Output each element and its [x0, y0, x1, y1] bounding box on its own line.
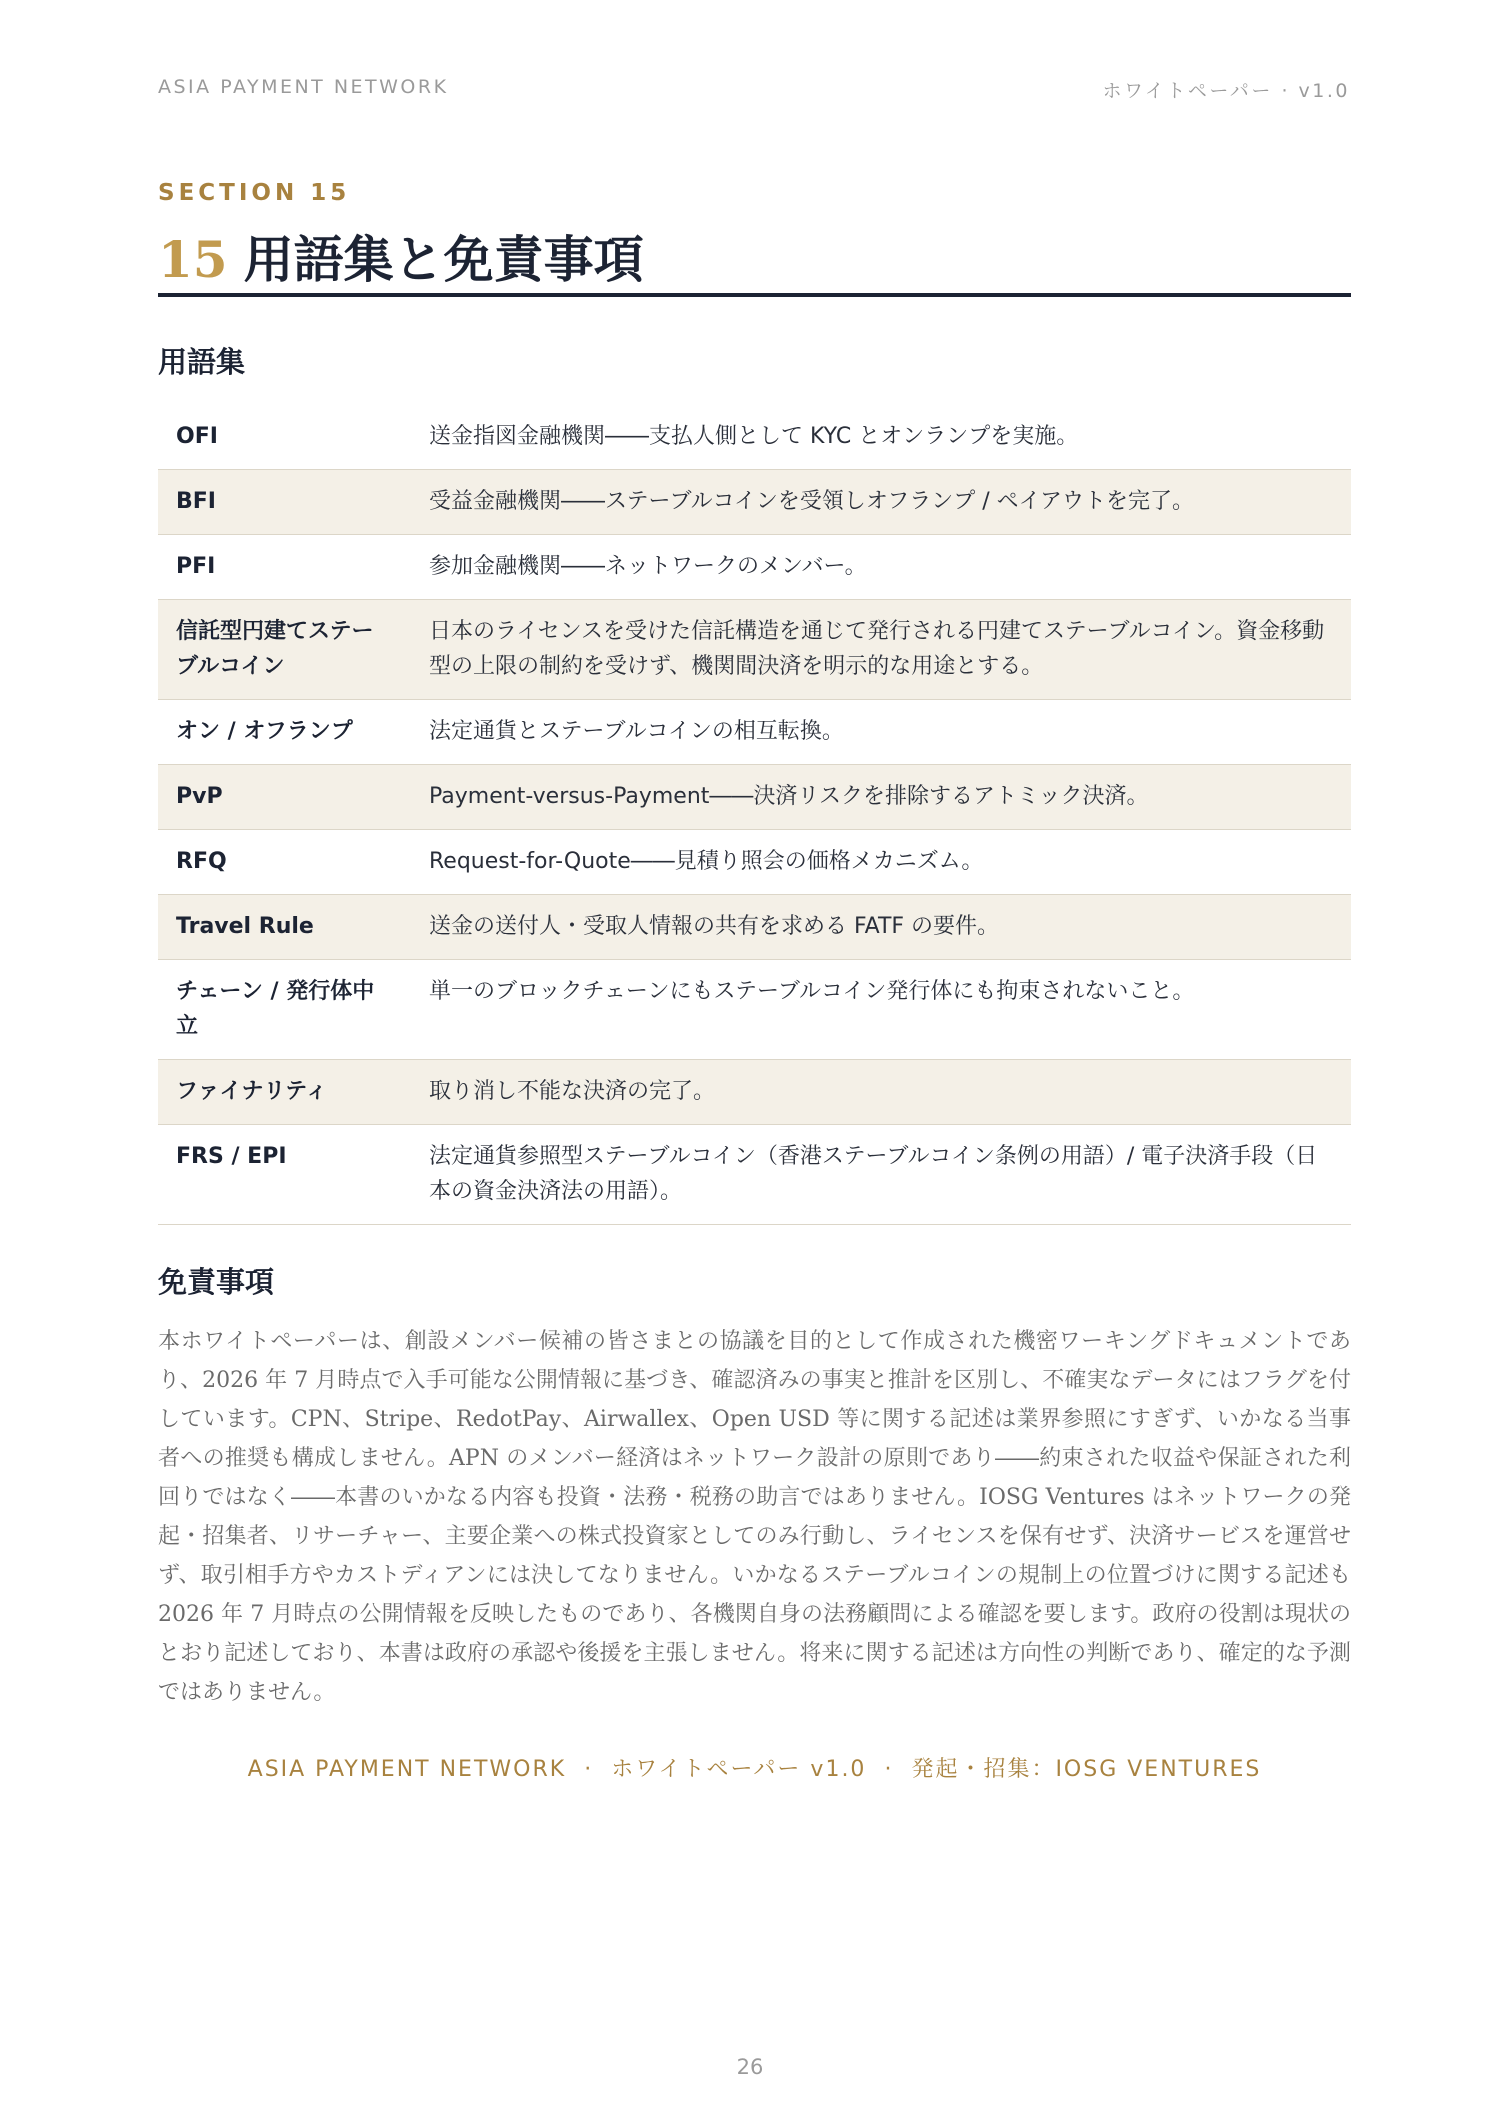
section-title-text: 用語集と免責事項	[243, 230, 644, 289]
glossary-heading: 用語集	[158, 345, 246, 379]
footer-convener: 発起・招集：IOSG VENTURES	[911, 1757, 1262, 1782]
glossary-term: オン / オフランプ	[158, 700, 404, 765]
glossary-definition: 送金の送付人・受取人情報の共有を求める FATF の要件。	[404, 895, 1351, 960]
glossary-term: ファイナリティ	[158, 1060, 404, 1125]
running-header-title: ASIA PAYMENT NETWORK	[158, 76, 449, 98]
glossary-term: OFI	[158, 405, 404, 470]
glossary-term: FRS / EPI	[158, 1125, 404, 1225]
glossary-row	[158, 765, 1351, 830]
glossary-row	[158, 535, 1351, 600]
footer-network: ASIA PAYMENT NETWORK	[247, 1757, 567, 1782]
footer-separator: ·	[584, 1757, 594, 1782]
glossary-table	[158, 405, 1351, 1225]
section-number: 15	[158, 230, 228, 289]
glossary-row	[158, 470, 1351, 535]
glossary-row	[158, 895, 1351, 960]
glossary-definition: 参加金融機関――ネットワークのメンバー。	[404, 535, 1351, 600]
title-rule	[158, 293, 1351, 297]
section-label: SECTION 15	[158, 180, 351, 206]
glossary-definition: Payment-versus-Payment――決済リスクを排除するアトミック決済。	[404, 765, 1351, 830]
glossary-definition: 法定通貨とステーブルコインの相互転換。	[404, 700, 1351, 765]
glossary-term: RFQ	[158, 830, 404, 895]
glossary-definition: Request-for-Quote――見積り照会の価格メカニズム。	[404, 830, 1351, 895]
glossary-definition: 受益金融機関――ステーブルコインを受領しオフランプ / ペイアウトを完了。	[404, 470, 1351, 535]
running-header-version: ホワイトペーパー · v1.0	[1102, 80, 1350, 102]
glossary-term: PFI	[158, 535, 404, 600]
glossary-term: BFI	[158, 470, 404, 535]
glossary-row	[158, 405, 1351, 470]
footer-whitepaper: ホワイトペーパー v1.0	[611, 1757, 867, 1782]
glossary-term: Travel Rule	[158, 895, 404, 960]
disclaimer-heading: 免責事項	[158, 1265, 275, 1299]
disclaimer-text: 本ホワイトペーパーは、創設メンバー候補の皆さまとの協議を目的として作成された機密ワーキングドキュメントであり、2026 年 7 月時点で入手可能な公開情報に基づき、確認済みの事実と推計を区別し、不確実なデータにはフラグを付しています。CPN、Stripe、RedotPay、Airwallex、Open USD 等に関する記述は業界参照にすぎず、いかなる当事者への推奨も構成しません。APN のメンバー経済はネットワーク設計の原則であり――約束された収益や保証された利回りではなく――本書のいかなる内容も投資・法務・税務の助言ではありません。IOSG Ventures はネットワークの発起・招集者、リサーチャー、主要企業への株式投資家としてのみ行動し、ライセンスを保有せず、決済サービスを運営せず、取引相手方やカストディアンには決してなりません。いかなるステーブルコインの規制上の位置づけに関する記述も 2026 年 7 月時点の公開情報を反映したものであり、各機関自身の法務顧問による確認を要します。政府の役割は現状のとおり記述しており、本書は政府の承認や後援を主張しません。将来に関する記述は方向性の判断であり、確定的な予測ではありません。	[158, 1329, 1351, 1705]
glossary-term: 信託型円建てステーブルコイン	[158, 600, 404, 700]
footer-line	[158, 1752, 1351, 1783]
glossary-term: チェーン / 発行体中立	[158, 960, 404, 1060]
glossary-definition: 法定通貨参照型ステーブルコイン（香港ステーブルコイン条例の用語）/ 電子決済手段（日本の資金決済法の用語）。	[404, 1125, 1351, 1225]
glossary-row	[158, 600, 1351, 700]
section-title	[158, 220, 644, 292]
glossary-row	[158, 1125, 1351, 1225]
footer-separator: ·	[884, 1757, 894, 1782]
glossary-row	[158, 700, 1351, 765]
glossary-row	[158, 1060, 1351, 1125]
glossary-definition: 単一のブロックチェーンにもステーブルコイン発行体にも拘束されないこと。	[404, 960, 1351, 1060]
glossary-row	[158, 960, 1351, 1060]
glossary-row	[158, 830, 1351, 895]
glossary-definition: 日本のライセンスを受けた信託構造を通じて発行される円建てステーブルコイン。資金移動型の上限の制約を受けず、機関間決済を明示的な用途とする。	[404, 600, 1351, 700]
glossary-definition: 取り消し不能な決済の完了。	[404, 1060, 1351, 1125]
glossary-definition: 送金指図金融機関――支払人側として KYC とオンランプを実施。	[404, 405, 1351, 470]
page-number: 26	[736, 2055, 764, 2079]
glossary-term: PvP	[158, 765, 404, 830]
